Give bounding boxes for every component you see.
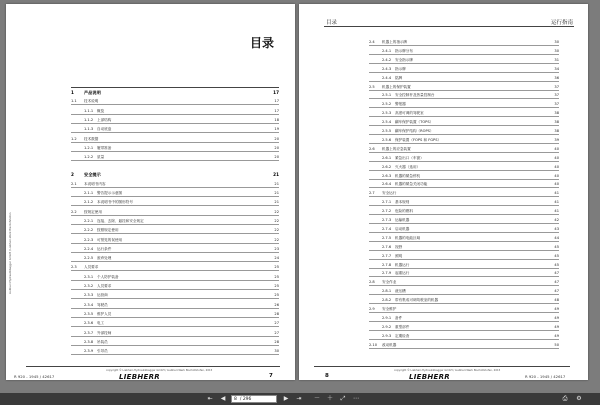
toc-entry-page: 22 — [274, 218, 279, 223]
toc-entry-title: 运行条件 — [97, 246, 112, 251]
toc-entry-page: 20 — [274, 155, 279, 160]
toc-entry-number: 2.9.2 — [382, 324, 392, 329]
toc-entry-title: 按照规定使用 — [97, 228, 119, 233]
toc-entry[interactable] — [71, 99, 279, 105]
header-rule — [324, 26, 574, 27]
running-header-left: 目录 — [326, 20, 338, 26]
toc-entry-title: 引导员 — [97, 349, 108, 354]
toc-entry-title: 按规定使用 — [84, 209, 102, 214]
toc-entry-title: 废弃处理 — [97, 256, 112, 261]
toc-entry-title: 机器运行 — [395, 262, 410, 267]
toc-entry[interactable] — [71, 155, 279, 161]
toc-entry[interactable] — [71, 127, 279, 133]
toc-entry-page: 28 — [274, 311, 279, 316]
toc-entry-title: 定期检查 — [395, 333, 410, 338]
toc-entry-number: 2.5.2 — [382, 102, 392, 107]
toc-entry[interactable] — [369, 67, 559, 73]
toc-entry-page: 41 — [554, 209, 559, 214]
toc-entry-number: 2.6 — [369, 146, 375, 151]
toc-entry-number: 2.2.3 — [84, 237, 94, 242]
toc-entry[interactable] — [369, 325, 559, 331]
toc-entry-page: 26 — [274, 302, 279, 307]
toc-entry-title: 人员要求 — [84, 265, 99, 270]
toc-entry-title: 本说明书内容 — [84, 181, 106, 186]
toc-entry[interactable] — [369, 174, 559, 180]
toc-entry-number: 2.3.7 — [84, 330, 94, 335]
toc-entry-title: 机器上的指示牌 — [382, 40, 408, 44]
toc-entry[interactable] — [369, 254, 559, 260]
toc-entry[interactable] — [71, 109, 279, 115]
toc-entry-number: 2.2.2 — [84, 228, 94, 233]
toc-entry[interactable] — [369, 245, 559, 251]
toc-entry-page: 37 — [554, 84, 559, 89]
toc-entry[interactable] — [369, 209, 559, 215]
toc-entry-number: 2.6.2 — [382, 164, 392, 169]
toc-entry-page: 25 — [274, 265, 279, 270]
toc-entry-title: 技术说明 — [84, 99, 99, 104]
copyright-text: copyright © Liebherr-Hydraulikbagger GmbH / Liebherr-Werk Bischofshofen, 2015 — [106, 369, 213, 372]
toc-entry-number: 2.5.5 — [382, 129, 392, 133]
toc-entry-page: 40 — [554, 164, 559, 169]
toc-entry[interactable] — [71, 275, 279, 281]
fit-page-button[interactable]: ⤢ — [340, 395, 346, 402]
toc-entry[interactable] — [369, 165, 559, 171]
side-margin-text: Liebherr-Hydraulikbagger GmbH / Liebherr-Werk Bischofshofen — [9, 212, 12, 294]
toc-entry-number: 2.2.1 — [84, 218, 94, 223]
toc-entry-page: 38 — [554, 120, 559, 125]
toc-title: 目录 — [249, 36, 274, 50]
toc-entry-page: 49 — [554, 333, 559, 338]
toc-entry[interactable] — [71, 200, 279, 206]
toc-entry[interactable] — [369, 218, 559, 224]
toc-entry-number: 1.1 — [71, 99, 77, 104]
toc-entry[interactable] — [369, 298, 559, 304]
toc-entry[interactable] — [369, 191, 559, 197]
toc-entry-title: 指示牌 — [395, 66, 406, 71]
next-page-button[interactable]: ▶ — [283, 395, 289, 402]
toc-entry-page: 22 — [274, 209, 279, 214]
last-page-button[interactable]: ⇥ — [296, 395, 302, 402]
toc-entry-page: 25 — [274, 274, 279, 279]
toc-entry[interactable] — [369, 111, 559, 117]
toc-entry[interactable] — [71, 247, 279, 253]
toc-entry[interactable] — [369, 263, 559, 269]
toc-entry[interactable] — [369, 307, 559, 313]
toc-entry-title: 产品说明 — [84, 90, 101, 95]
toc-entry-page: 42 — [554, 218, 559, 222]
toc-entry-number: 2.5 — [369, 84, 375, 89]
toc-entry[interactable] — [71, 146, 279, 152]
toc-entry-title: 保护装置（FOPS 和 FGPS） — [395, 137, 442, 142]
toc-entry-page: 47 — [554, 289, 559, 294]
page-number: 7 — [269, 373, 273, 379]
toc-entry-page: 47 — [554, 271, 559, 276]
toc-entry-number: 2.5.3 — [382, 111, 392, 116]
toc-entry-number: 2.3.1 — [84, 274, 94, 279]
toc-entry-title: 启动机器 — [395, 226, 410, 231]
toc-entry[interactable] — [71, 137, 279, 143]
toc-entry-page: 48 — [554, 298, 559, 303]
toc-entry[interactable] — [369, 316, 559, 322]
toc-entry-number: 2.3.2 — [84, 284, 94, 288]
print-icon[interactable]: ⎙ — [562, 395, 568, 402]
toc-entry-page: 49 — [554, 324, 559, 329]
more-menu-button[interactable]: ⋯ — [353, 395, 359, 402]
toc-entry-page: 38 — [554, 129, 559, 133]
toc-entry-title: 自动底盘 — [97, 127, 112, 132]
toc-entry[interactable] — [369, 138, 559, 144]
toc-entry-number: 2.7.5 — [382, 235, 392, 240]
toc-entry-title: 带有集成可调驾驶室的机器 — [395, 298, 439, 303]
toc-entry-number: 2.4.3 — [382, 66, 392, 71]
toc-entry-page: 27 — [274, 330, 279, 335]
toc-entry-number: 2 — [71, 172, 74, 178]
liebherr-logo: LIEBHERR — [119, 373, 161, 381]
toc-entry[interactable] — [369, 120, 559, 126]
toc-entry[interactable] — [71, 228, 279, 234]
toc-entry-title: 视野 — [395, 244, 403, 249]
toc-entry[interactable] — [369, 156, 559, 162]
toc-entry-page: 17 — [273, 90, 279, 95]
toc-entry-title: 连接、去除、悬挂和安全规定 — [97, 218, 144, 223]
toc-entry-title: 概览 — [97, 108, 105, 113]
toc-entry-title: 安全提示 — [84, 172, 101, 178]
toc-entry-title: 机器上的应急装置 — [382, 146, 411, 151]
toc-entry-number: 1.1.2 — [84, 117, 94, 122]
toc-entry-number: 1.2 — [71, 136, 77, 141]
toc-entry-title: 吊装员 — [97, 339, 108, 344]
toc-entry-title: 翻车保护结构（ROPS） — [395, 129, 434, 133]
toc-entry-title: 基本规则 — [395, 200, 410, 205]
toc-entry-title: 驾驶员 — [97, 302, 108, 307]
toc-entry-title: 个人防护装备 — [97, 274, 119, 279]
toc-entry-number: 2.4.1 — [382, 48, 392, 53]
toc-entry[interactable] — [369, 93, 559, 99]
toc-entry[interactable] — [369, 102, 559, 108]
toc-entry-title: 安全控制杆及热量控制台 — [395, 93, 435, 98]
toc-entry[interactable] — [369, 271, 559, 277]
toc-entry-title: 机器的电能区域 — [395, 235, 421, 240]
toc-entry-page: 18 — [274, 117, 279, 122]
toc-entry-page: 31 — [554, 57, 559, 62]
viewer-toolbar — [0, 393, 600, 405]
toc-entry-number: 2.4 — [369, 40, 375, 44]
toc-entry[interactable] — [369, 129, 559, 135]
toc-entry-title: 履带准备 — [97, 145, 112, 150]
document-reference: R 920 - 1945 / 42617 — [525, 374, 566, 379]
toc-entry[interactable] — [71, 219, 279, 225]
toc-entry-number: 2.7.7 — [382, 253, 392, 258]
toc-entry-page: 45 — [554, 262, 559, 267]
toc-entry-page: 19 — [274, 127, 279, 132]
toc-entry-title: 照明 — [395, 253, 403, 258]
toc-entry[interactable] — [369, 85, 559, 91]
toc-entry-title: 外部技师 — [97, 330, 112, 335]
toc-entry-page: 41 — [554, 200, 559, 205]
toc-entry-title: 运输机器 — [395, 218, 410, 222]
toc-entry-page: 30 — [554, 48, 559, 53]
toc-entry-page: 22 — [274, 228, 279, 233]
toc-entry[interactable] — [71, 312, 279, 318]
toc-entry-page: 38 — [554, 111, 559, 116]
toc-entry[interactable] — [369, 200, 559, 206]
toc-entry-title: 电工 — [97, 321, 105, 326]
toc-entry-page: 30 — [554, 40, 559, 44]
toc-entry-number: 2.3 — [71, 265, 77, 270]
toc-entry[interactable] — [71, 182, 279, 188]
toc-entry-page: 45 — [554, 244, 559, 249]
toc-entry-page: 25 — [274, 293, 279, 298]
toc-entry-number: 2.6.1 — [382, 155, 392, 160]
toc-entry-page: 39 — [554, 137, 559, 142]
toc-entry[interactable] — [369, 236, 559, 242]
toc-entry-title: 安全作业 — [382, 280, 397, 285]
toc-entry-number: 2.7.8 — [382, 262, 392, 267]
toc-entry-number: 2.8 — [369, 280, 375, 285]
zoom-in-button[interactable]: ＋ — [326, 395, 333, 402]
toc-entry-number: 2.3.9 — [84, 349, 94, 354]
toc-entry-page: 30 — [274, 349, 279, 354]
toc-entry-title: 技术数据 — [84, 136, 99, 141]
gear-icon[interactable]: ⚙ — [576, 395, 582, 402]
toc-entry[interactable] — [369, 280, 559, 286]
toc-entry-page: 22 — [274, 237, 279, 242]
toc-entry-title: 运营商 — [97, 293, 108, 298]
toc-entry-number: 2.1.2 — [84, 200, 94, 205]
toc-entry-number: 2.6.4 — [382, 182, 392, 187]
toc-entry-page: 20 — [274, 136, 279, 141]
toc-entry-page: 21 — [273, 172, 279, 178]
toc-entry[interactable] — [71, 191, 279, 197]
toc-entry-title: 质量 — [97, 155, 105, 160]
document-reference: R 920 - 1945 / 42617 — [14, 374, 55, 379]
toc-entry[interactable] — [71, 256, 279, 262]
toc-entry[interactable] — [71, 284, 279, 290]
running-header-right: 运行指南 — [550, 20, 573, 26]
toc-entry[interactable] — [71, 238, 279, 244]
toc-entry[interactable] — [71, 303, 279, 309]
toc-entry-page: 41 — [554, 191, 559, 196]
toc-entry-page: 21 — [274, 200, 279, 205]
toc-entry-page: 27 — [274, 321, 279, 326]
toc-entry-number: 1.1.3 — [84, 127, 94, 132]
toc-entry-number: 2.6.3 — [382, 173, 392, 178]
toc-entry[interactable] — [369, 76, 559, 82]
toc-entry[interactable] — [369, 227, 559, 233]
toc-entry-number: 2.2 — [71, 209, 77, 214]
toc-entry-title: 上部结构 — [97, 117, 112, 122]
toc-entry[interactable] — [71, 349, 279, 355]
toc-entry[interactable] — [71, 331, 279, 337]
toc-entry[interactable] — [71, 340, 279, 346]
toc-entry-number: 2.3.4 — [84, 302, 94, 307]
toc-entry-page: 21 — [274, 191, 279, 195]
toc-entry-page: 40 — [554, 182, 559, 187]
toc-entry-title: 紧急出口（车窗） — [395, 155, 424, 160]
footer-rule — [26, 366, 280, 367]
toc-entry-page: 44 — [554, 235, 559, 240]
toc-entry-page: 20 — [274, 145, 279, 150]
toc-entry[interactable] — [369, 40, 559, 46]
toc-entry-number: 2.3.8 — [84, 339, 94, 344]
toc-entry-title: 起重运行 — [395, 271, 410, 276]
toc-entry-number: 2.8.1 — [382, 289, 392, 294]
toc-entry[interactable] — [369, 334, 559, 340]
toc-entry-page: 47 — [554, 280, 559, 285]
toc-entry-title: 警告提示示意图 — [97, 191, 123, 195]
toc-entry[interactable] — [71, 118, 279, 124]
toc-entry-page: 17 — [274, 99, 279, 104]
toc-entry-page: 40 — [554, 155, 559, 160]
toc-entry-page: 49 — [554, 315, 559, 320]
toc-entry-page: 28 — [274, 339, 279, 344]
toc-entry[interactable] — [369, 182, 559, 188]
zoom-out-button[interactable]: － — [313, 395, 320, 402]
current-page: 8 — [234, 397, 237, 402]
toc-entry-number: 2.7.1 — [382, 200, 392, 205]
toc-entry-page: 25 — [274, 284, 279, 288]
toc-entry-number: 2.5.1 — [382, 93, 392, 98]
toc-entry-page: 21 — [274, 181, 279, 186]
toc-entry[interactable] — [71, 210, 279, 216]
footer-rule — [314, 366, 570, 367]
toc-entry-number: 2.1 — [71, 181, 77, 186]
toc-entry-title: 机器的紧急关闭功能 — [395, 182, 428, 187]
toc-entry-number: 2.8.2 — [382, 298, 392, 303]
toc-entry-number: 2.7.9 — [382, 271, 392, 276]
toc-entry[interactable] — [369, 343, 559, 349]
toc-entry-title: 安全运行 — [382, 191, 397, 196]
toc-entry-title: 本说明书中的图形符号 — [97, 200, 133, 205]
toc-entry-number: 2.7.3 — [382, 218, 392, 222]
toc-entry-title: 改动机器 — [382, 342, 397, 347]
page-number: 8 — [325, 373, 329, 379]
toc-entry-page: 37 — [554, 102, 559, 107]
toc-entry-page: 37 — [554, 93, 559, 98]
toc-entry-title: 可预见的误使用 — [97, 237, 123, 242]
toc-entry[interactable] — [71, 293, 279, 299]
toc-entry-number: 2.4.4 — [382, 75, 392, 80]
toc-entry-number: 2.7.2 — [382, 209, 392, 214]
toc-entry-number: 2.10 — [369, 342, 378, 347]
prev-page-button[interactable]: ◀ — [220, 395, 226, 402]
toc-entry-title: 指示牌分布 — [395, 48, 413, 53]
right-page — [299, 4, 588, 380]
toc-entry-number: 2.9.3 — [382, 333, 392, 338]
toc-entry-title: 安全指示牌 — [395, 57, 413, 62]
toc-entry-title: 灭火器（选用） — [395, 164, 421, 169]
toc-entry[interactable] — [71, 172, 279, 178]
toc-entry-page: 36 — [554, 75, 559, 80]
toc-entry-number: 2.9 — [369, 307, 375, 311]
toc-entry-number: 2.3.5 — [84, 311, 94, 316]
toc-entry-title: 人员要求 — [97, 284, 112, 288]
toc-entry-title: 翻车保护装置（TOPS） — [395, 120, 434, 125]
toc-entry-number: 2.7.4 — [382, 226, 392, 231]
copyright-text: copyright © Liebherr-Hydraulikbagger GmbH / Liebherr-Werk Bischofshofen, 2015 — [394, 369, 501, 372]
page-number-input[interactable] — [231, 395, 277, 403]
toc-entry-number: 2.2.4 — [84, 246, 94, 251]
toc-entry-page: 45 — [554, 253, 559, 258]
total-pages: / 296 — [239, 397, 252, 402]
toc-entry-number: 1.2.2 — [84, 155, 94, 160]
toc-entry-number: 2.4.2 — [382, 57, 392, 62]
toc-entry-number: 1.2.1 — [84, 145, 94, 150]
toc-entry-title: 备件 — [395, 315, 403, 320]
toc-entry-number: 2.2.5 — [84, 256, 94, 261]
toc-entry[interactable] — [71, 321, 279, 327]
toc-entry-number: 2.5.4 — [382, 120, 392, 125]
toc-entry-title: 重型部件 — [395, 324, 410, 329]
toc-entry[interactable] — [369, 58, 559, 64]
toc-entry-title: 铭牌 — [395, 75, 403, 80]
toc-entry-number: 2.9.1 — [382, 315, 392, 320]
toc-entry-page: 17 — [274, 108, 279, 113]
toc-entry-number: 2.3.6 — [84, 321, 94, 326]
toc-entry-page: 23 — [274, 246, 279, 251]
first-page-button[interactable]: ⇤ — [207, 395, 213, 402]
toc-entry[interactable] — [369, 147, 559, 153]
toc-entry-page: 40 — [554, 146, 559, 151]
toc-entry-number: 2.3.3 — [84, 293, 94, 298]
toc-entry-page: 49 — [554, 307, 559, 311]
toc-entry-title: 机器的紧急停机 — [395, 173, 421, 178]
toc-entry-title: 高度可调的驾驶室 — [395, 111, 424, 116]
toc-entry-number: 2.7.6 — [382, 244, 392, 249]
toc-entry-page: 40 — [554, 173, 559, 178]
liebherr-logo: LIEBHERR — [409, 373, 451, 381]
toc-entry-page: 50 — [554, 342, 559, 347]
toc-entry-number: 2.7 — [369, 191, 375, 196]
toc-entry-number: 1.1.1 — [84, 108, 94, 113]
toc-entry-title: 警报器 — [395, 102, 406, 107]
left-page — [6, 4, 295, 380]
toc-entry-page: 24 — [274, 256, 279, 261]
toc-entry-title: 液压槽 — [395, 289, 406, 294]
toc-entry[interactable] — [71, 90, 279, 96]
toc-entry-number: 2.1.1 — [84, 191, 94, 195]
toc-entry-title: 危险的燃料 — [395, 209, 413, 214]
toc-entry-page: 34 — [554, 66, 559, 71]
toc-entry-page: 43 — [554, 226, 559, 231]
toc-entry-title: 维护人员 — [97, 311, 112, 316]
toc-entry[interactable] — [369, 49, 559, 55]
toc-entry-title: 安全维护 — [382, 307, 397, 311]
toc-entry-title: 机器上的保护装置 — [382, 84, 411, 89]
toc-entry[interactable] — [71, 265, 279, 271]
title-rule — [71, 87, 279, 88]
toc-entry-number: 1 — [71, 90, 74, 95]
toc-entry-number: 2.5.6 — [382, 137, 392, 142]
toc-entry[interactable] — [369, 289, 559, 295]
